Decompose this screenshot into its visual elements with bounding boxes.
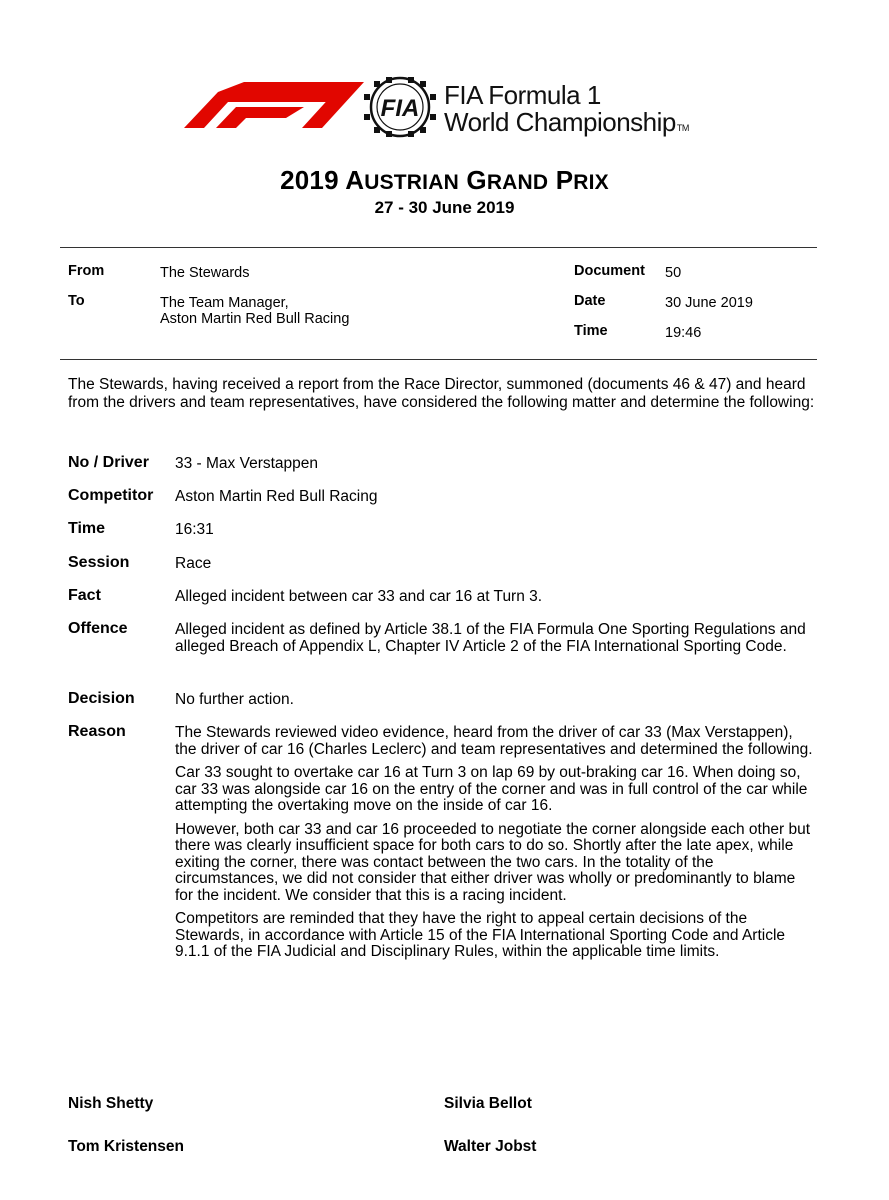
steward-signature-4: Walter Jobst	[444, 1138, 537, 1155]
divider-top	[60, 247, 817, 248]
decision-value: No further action.	[175, 691, 294, 708]
offence-value: Alleged incident as defined by Article 38.1 of the FIA Formula One Sporting Regulations and alleged Breach of Appendix L, Chapter IV Article 2 of the FIA International Sporting Code.	[175, 621, 806, 655]
svg-text:FIA: FIA	[380, 95, 420, 122]
intro-paragraph: The Stewards, having received a report from the Race Director, summoned (documents 46 & 47) and heard from the drivers and team representatives, have considered the following matter and determine the following:	[68, 376, 815, 411]
header-logos	[180, 72, 720, 142]
steward-signature-2: Silvia Bellot	[444, 1095, 532, 1112]
decision-label: Decision	[68, 690, 135, 707]
steward-signature-1: Nish Shetty	[68, 1095, 154, 1112]
date-label: Date	[574, 293, 606, 309]
time-label: Time	[574, 323, 608, 339]
reason-value	[175, 725, 815, 968]
incident-time-label: Time	[68, 520, 106, 537]
time-value: 19:46	[665, 325, 702, 341]
to-value-line2: Aston Martin Red Bull Racing	[160, 311, 350, 327]
reason-paragraph-2: Car 33 sought to overtake car 16 at Turn 3 on lap 69 by out-braking car 16. When doing so, car 33 was alongside car 16 on the entry of the corner and was in full control of the car while attempting the overtaking move on the inside of car 16.	[175, 764, 808, 814]
reason-paragraph-4: Competitors are reminded that they have the right to appeal certain decisions of the Stewards, in accordance with Article 15 of the FIA International Sporting Code and Article 9.1.1 of the FIA Judicial and Disciplinary Rules, within the applicable time limits.	[175, 910, 786, 960]
incident-time-value: 16:31	[175, 521, 214, 538]
date-value: 30 June 2019	[665, 295, 753, 311]
driver-value: 33 - Max Verstappen	[175, 455, 319, 472]
event-year: 2019	[280, 165, 339, 195]
trademark-mark: TM	[676, 123, 689, 133]
to-value-line1: The Team Manager,	[160, 295, 289, 311]
steward-signature-3: Tom Kristensen	[68, 1138, 184, 1155]
event-dates: 27 - 30 June 2019	[374, 198, 515, 217]
document-value: 50	[665, 265, 682, 281]
fact-value: Alleged incident between car 33 and car 16 at Turn 3.	[175, 588, 543, 605]
event-name: AUSTRIAN GRAND PRIX	[345, 165, 609, 195]
session-label: Session	[68, 554, 130, 571]
fact-label: Fact	[68, 587, 101, 604]
to-label: To	[68, 293, 85, 309]
to-value	[160, 295, 349, 327]
championship-title-line2: World ChampionshipTM	[444, 107, 689, 137]
reason-label: Reason	[68, 723, 126, 740]
divider-bottom	[60, 359, 817, 360]
from-value: The Stewards	[160, 265, 250, 281]
event-title	[0, 165, 889, 196]
fia-logo-icon	[362, 76, 438, 138]
championship-title-line1: FIA Formula 1	[444, 80, 601, 110]
f1-logo-icon	[184, 82, 364, 128]
from-label: From	[68, 263, 105, 279]
session-value: Race	[175, 555, 212, 572]
competitor-value: Aston Martin Red Bull Racing	[175, 488, 378, 505]
reason-paragraph-3: However, both car 33 and car 16 proceeded to negotiate the corner alongside each other but there was clearly insufficient space for both cars to do so. Shortly after the late apex, while exiting the corner, there was contact between the two cars. In the totality of the circumstances, we did not consider that either driver was wholly or predominantly to blame for the incident. We consider that this is a racing incident.	[175, 820, 811, 904]
offence-label: Offence	[68, 620, 128, 637]
reason-paragraph-1: The Stewards reviewed video evidence, heard from the driver of car 33 (Max Verstappen), the driver of car 16 (Charles Leclerc) and team representatives and determined the following.	[175, 724, 813, 758]
championship-title	[444, 82, 689, 142]
competitor-label: Competitor	[68, 487, 154, 504]
driver-label: No / Driver	[68, 454, 149, 471]
document-label: Document	[574, 263, 645, 279]
